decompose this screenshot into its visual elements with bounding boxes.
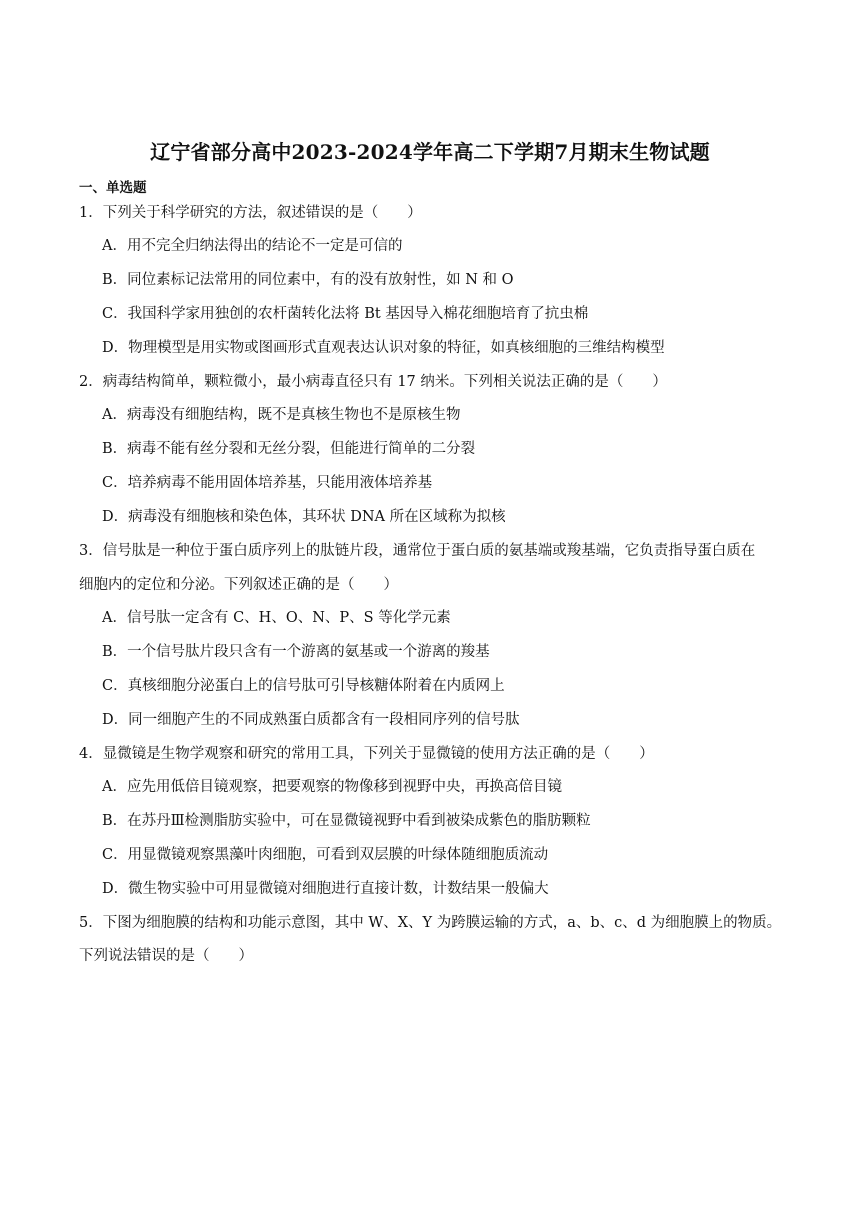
question-1-option-d: D．物理模型是用实物或图画形式直观表达认识对象的特征，如真核细胞的三维结构模型 — [102, 340, 665, 356]
question-3-stem-line-2: 细胞内的定位和分泌。下列叙述正确的是（ ） — [79, 577, 398, 593]
question-1-stem: 1．下列关于科学研究的方法，叙述错误的是（ ） — [79, 205, 422, 221]
question-4-option-b: B．在苏丹Ⅲ检测脂肪实验中，可在显微镜视野中看到被染成紫色的脂肪颗粒 — [102, 813, 591, 829]
question-1-option-a: A．用不完全归纳法得出的结论不一定是可信的 — [102, 238, 403, 254]
section-heading: 一、单选题 — [79, 180, 147, 196]
question-3-option-c: C．真核细胞分泌蛋白上的信号肽可引导核糖体附着在内质网上 — [102, 678, 505, 694]
question-1-option-c: C．我国科学家用独创的农杆菌转化法将 Bt 基因导入棉花细胞培育了抗虫棉 — [102, 306, 589, 322]
exam-title: 辽宁省部分高中2023-2024学年高二下学期7月期末生物试题 — [150, 140, 710, 164]
question-3-stem-line-1: 3．信号肽是一种位于蛋白质序列上的肽链片段，通常位于蛋白质的氨基端或羧基端，它负责指导蛋白质在 — [79, 543, 756, 559]
question-5-stem-line-2: 下列说法错误的是（ ） — [79, 948, 253, 964]
question-2-option-b: B．病毒不能有丝分裂和无丝分裂，但能进行简单的二分裂 — [102, 441, 476, 457]
question-3-option-d: D．同一细胞产生的不同成熟蛋白质都含有一段相同序列的信号肽 — [102, 712, 520, 728]
question-2-option-d: D．病毒没有细胞核和染色体，其环状 DNA 所在区域称为拟核 — [102, 509, 506, 525]
question-3-option-b: B．一个信号肽片段只含有一个游离的氨基或一个游离的羧基 — [102, 644, 490, 660]
question-2-stem: 2．病毒结构简单，颗粒微小，最小病毒直径只有 17 纳米。下列相关说法正确的是（ ） — [79, 374, 667, 390]
question-2-option-a: A．病毒没有细胞结构，既不是真核生物也不是原核生物 — [102, 407, 461, 423]
question-5-stem-line-1: 5．下图为细胞膜的结构和功能示意图，其中 W、X、Y 为跨膜运输的方式，a、b、c、d 为细胞膜上的物质。 — [79, 915, 782, 931]
question-4-stem: 4．显微镜是生物学观察和研究的常用工具，下列关于显微镜的使用方法正确的是（ ） — [79, 746, 654, 762]
question-4-option-d: D．微生物实验中可用显微镜对细胞进行直接计数，计数结果一般偏大 — [102, 881, 549, 897]
question-4-option-a: A．应先用低倍目镜观察，把要观察的物像移到视野中央，再换高倍目镜 — [102, 779, 562, 795]
question-4-option-c: C．用显微镜观察黑藻叶肉细胞，可看到双层膜的叶绿体随细胞质流动 — [102, 847, 549, 863]
question-1-option-b: B．同位素标记法常用的同位素中，有的没有放射性，如 N 和 O — [102, 272, 514, 288]
question-3-option-a: A．信号肽一定含有 C、H、O、N、P、S 等化学元素 — [102, 610, 451, 626]
question-2-option-c: C．培养病毒不能用固体培养基，只能用液体培养基 — [102, 475, 433, 491]
